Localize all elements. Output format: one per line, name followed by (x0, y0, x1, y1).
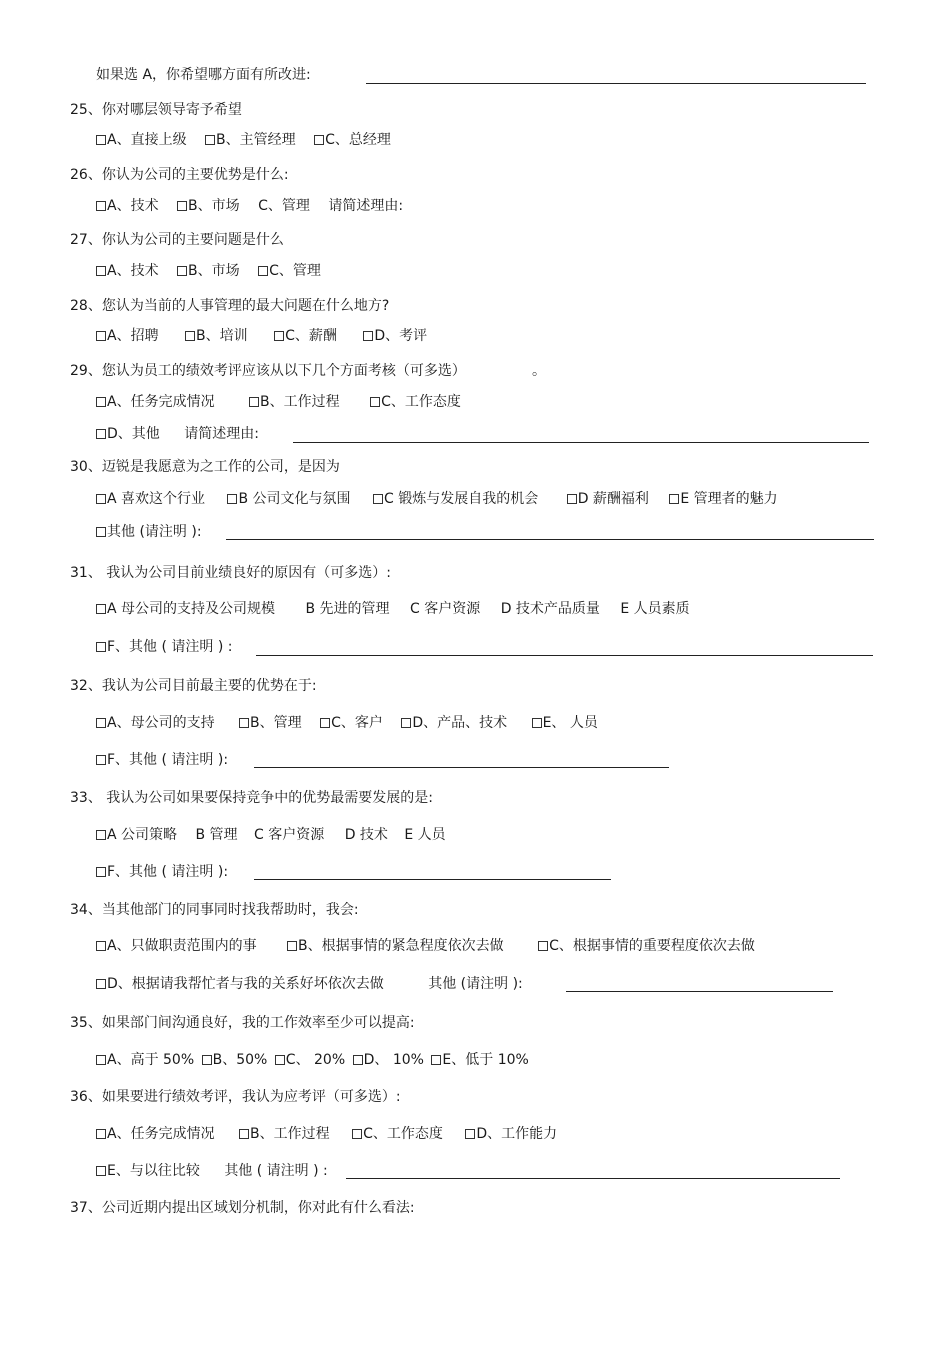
checkbox-29d[interactable] (96, 429, 106, 439)
checkbox-29c[interactable] (370, 397, 380, 407)
checkbox-32f[interactable] (96, 755, 106, 765)
option-25b-label: B、主管经理 (216, 132, 296, 148)
option-36d-label: D、工作能力 (476, 1126, 558, 1142)
question-33-options (96, 826, 446, 844)
checkbox-34d[interactable] (96, 979, 106, 989)
option-29a-label: A、任务完成情况 (107, 394, 215, 410)
option-31a-label: A 母公司的支持及公司规模 (107, 601, 276, 617)
question-31-options (96, 600, 690, 618)
option-36a-label: A、任务完成情况 (107, 1126, 215, 1142)
question-29: 29、您认为员工的绩效考评应该从以下几个方面考核（可多选） (70, 363, 466, 379)
option-32d-label: D、产品、技术 (412, 715, 508, 731)
checkbox-32d[interactable] (401, 718, 411, 728)
option-28b-label: B、培训 (196, 328, 248, 344)
option-35b-label: B、50% (212, 1052, 268, 1068)
option-35c-label: C、 20% (285, 1052, 346, 1068)
option-33e-label: E 人员 (404, 827, 446, 843)
checkbox-29b[interactable] (249, 397, 259, 407)
checkbox-27c[interactable] (258, 266, 268, 276)
checkbox-34b[interactable] (287, 941, 297, 951)
option-33c-label: C 客户资源 (254, 827, 325, 843)
option-31e-label: E 人员素质 (620, 601, 690, 617)
checkbox-32e[interactable] (532, 718, 542, 728)
option-27a-label: A、技术 (107, 263, 159, 279)
checkbox-25a[interactable] (96, 135, 106, 145)
checkbox-31a[interactable] (96, 604, 106, 614)
reason-prompt-29: 请简述理由: (184, 426, 259, 442)
question-26-options (96, 197, 403, 215)
checkbox-26a[interactable] (96, 201, 106, 211)
question-36-options (96, 1125, 557, 1143)
question-32-other (96, 751, 228, 769)
checkbox-30a[interactable] (96, 494, 106, 504)
question-34-other (96, 975, 523, 993)
option-30a-label: A 喜欢这个行业 (107, 491, 206, 507)
question-27: 27、你认为公司的主要问题是什么 (70, 232, 284, 248)
checkbox-36a[interactable] (96, 1129, 106, 1139)
option-32b-label: B、管理 (250, 715, 302, 731)
checkbox-27b[interactable] (177, 266, 187, 276)
question-32: 32、我认为公司目前最主要的优势在于: (70, 678, 317, 694)
checkbox-28c[interactable] (274, 331, 284, 341)
question-34: 34、当其他部门的同事同时找我帮助时，我会: (70, 902, 359, 918)
option-30-other-label: 其他 (请注明 ): (107, 524, 202, 540)
checkbox-35b[interactable] (202, 1055, 212, 1065)
option-35a-label: A、高于 50% (107, 1052, 195, 1068)
checkbox-36b[interactable] (239, 1129, 249, 1139)
question-27-options (96, 262, 321, 280)
checkbox-28d[interactable] (363, 331, 373, 341)
improvement-answer-line[interactable] (366, 83, 866, 84)
checkbox-25b[interactable] (205, 135, 215, 145)
checkbox-32c[interactable] (320, 718, 330, 728)
option-36c-label: C、工作态度 (363, 1126, 443, 1142)
option-31b-label: B 先进的管理 (305, 601, 390, 617)
option-32c-label: C、客户 (331, 715, 383, 731)
option-34b-label: B、根据事情的紧急程度依次去做 (298, 938, 504, 954)
question-25: 25、你对哪层领导寄予希望 (70, 102, 242, 118)
other-34-answer-line[interactable] (566, 991, 833, 992)
question-28-options (96, 327, 427, 345)
question-28: 28、您认为当前的人事管理的最大问题在什么地方? (70, 298, 390, 314)
checkbox-28a[interactable] (96, 331, 106, 341)
option-32f-label: F、其他 ( 请注明 ): (107, 752, 229, 768)
option-28c-label: C、薪酬 (285, 328, 337, 344)
checkbox-30-other[interactable] (96, 527, 106, 537)
option-36e-label: E、与以往比较 (107, 1163, 200, 1179)
option-26a-label: A、技术 (107, 198, 159, 214)
checkbox-25c[interactable] (314, 135, 324, 145)
option-31c-label: C 客户资源 (410, 601, 481, 617)
checkbox-36c[interactable] (352, 1129, 362, 1139)
option-31f-label: F、其他 ( 请注明 ) : (107, 639, 233, 655)
question-33: 33、 我认为公司如果要保持竞争中的优势最需要发展的是: (70, 790, 433, 806)
question-29-options (96, 393, 461, 411)
question-35: 35、如果部门间沟通良好，我的工作效率至少可以提高: (70, 1015, 415, 1031)
question-29-period: 。 (532, 363, 546, 379)
checkbox-30c[interactable] (373, 494, 383, 504)
checkbox-33a[interactable] (96, 830, 106, 840)
option-32a-label: A、母公司的支持 (107, 715, 215, 731)
option-33d-label: D 技术 (344, 827, 388, 843)
question-29-other (96, 425, 259, 443)
option-34a-label: A、只做职责范围内的事 (107, 938, 257, 954)
checkbox-33f[interactable] (96, 867, 106, 877)
option-34c-label: C、根据事情的重要程度依次去做 (549, 938, 755, 954)
question-34-options (96, 937, 755, 955)
reason-prompt-26: 请简述理由: (328, 198, 404, 214)
checkbox-35d[interactable] (353, 1055, 363, 1065)
checkbox-35e[interactable] (431, 1055, 441, 1065)
checkbox-34a[interactable] (96, 941, 106, 951)
option-30d-label: D 薪酬福利 (577, 491, 649, 507)
checkbox-32b[interactable] (239, 718, 249, 728)
checkbox-28b[interactable] (185, 331, 195, 341)
other-33-answer-line[interactable] (254, 879, 611, 880)
checkbox-34c[interactable] (538, 941, 548, 951)
checkbox-35c[interactable] (275, 1055, 285, 1065)
checkbox-30d[interactable] (567, 494, 577, 504)
checkbox-30e[interactable] (669, 494, 679, 504)
option-31d-label: D 技术产品质量 (500, 601, 600, 617)
option-25a-label: A、直接上级 (107, 132, 187, 148)
checkbox-35a[interactable] (96, 1055, 106, 1065)
question-36-other (96, 1162, 328, 1180)
question-37: 37、公司近期内提出区域划分机制，你对此有什么看法: (70, 1200, 415, 1216)
other-34-label: 其他 (请注明 ): (428, 976, 523, 992)
other-30-answer-line[interactable] (226, 539, 874, 540)
option-26b-label: B、市场 (188, 198, 240, 214)
question-30: 30、迈锐是我愿意为之工作的公司，是因为 (70, 459, 340, 475)
checkbox-32a[interactable] (96, 718, 106, 728)
option-34d-label: D、根据请我帮忙者与我的关系好坏依次去做 (107, 976, 384, 992)
option-27b-label: B、市场 (188, 263, 240, 279)
option-29c-label: C、工作态度 (381, 394, 461, 410)
question-33-other (96, 863, 228, 881)
option-28d-label: D、考评 (374, 328, 428, 344)
question-31-other (96, 638, 233, 656)
checkbox-26b[interactable] (177, 201, 187, 211)
checkbox-36d[interactable] (465, 1129, 475, 1139)
reason-29-answer-line[interactable] (293, 442, 869, 443)
checkbox-36e[interactable] (96, 1166, 106, 1176)
other-36-answer-line[interactable] (346, 1178, 840, 1179)
option-30e-label: E 管理者的魅力 (680, 491, 778, 507)
option-29b-label: B、工作过程 (260, 394, 340, 410)
option-30c-label: C 锻炼与发展自我的机会 (384, 491, 539, 507)
other-32-answer-line[interactable] (254, 767, 669, 768)
question-32-options (96, 714, 598, 732)
checkbox-30b[interactable] (227, 494, 237, 504)
question-30-options (96, 490, 778, 508)
question-35-options (96, 1051, 529, 1069)
checkbox-27a[interactable] (96, 266, 106, 276)
option-27c-label: C、管理 (269, 263, 321, 279)
option-29d-label: D、其他 (107, 426, 160, 442)
option-32e-label: E、 人员 (542, 715, 598, 731)
option-30b-label: B 公司文化与氛围 (238, 491, 351, 507)
option-35d-label: D、 10% (363, 1052, 424, 1068)
option-28a-label: A、招聘 (107, 328, 159, 344)
option-36b-label: B、工作过程 (250, 1126, 330, 1142)
improvement-prompt: 如果选 A，你希望哪方面有所改进: (96, 67, 311, 83)
other-31-answer-line[interactable] (256, 655, 873, 656)
question-36: 36、如果要进行绩效考评，我认为应考评（可多选）: (70, 1089, 401, 1105)
option-26c-label: C、管理 (258, 198, 310, 214)
option-33b-label: B 管理 (195, 827, 238, 843)
question-26: 26、你认为公司的主要优势是什么: (70, 167, 289, 183)
question-31: 31、 我认为公司目前业绩良好的原因有（可多选）: (70, 565, 391, 581)
option-25c-label: C、总经理 (325, 132, 391, 148)
option-33a-label: A 公司策略 (107, 827, 178, 843)
option-33f-label: F、其他 ( 请注明 ): (107, 864, 229, 880)
question-30-other (96, 523, 202, 541)
checkbox-29a[interactable] (96, 397, 106, 407)
other-36-label: 其他 ( 请注明 ) : (224, 1163, 328, 1179)
question-25-options (96, 131, 391, 149)
checkbox-31f[interactable] (96, 642, 106, 652)
option-35e-label: E、低于 10% (442, 1052, 529, 1068)
